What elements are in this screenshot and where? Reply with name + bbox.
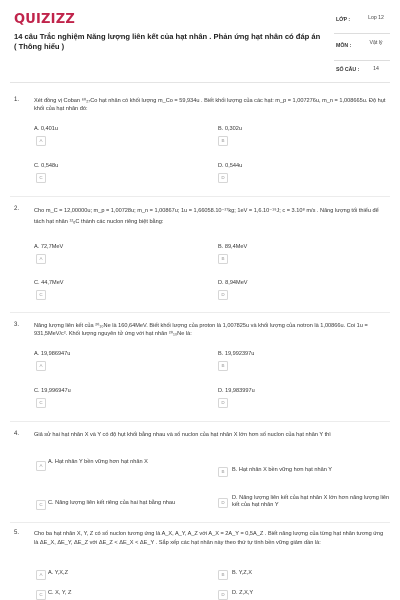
answer-box-d[interactable]: D [218,173,228,183]
question-3 [10,322,390,422]
question-text: Cho ba hạt nhân X, Y, Z có số nuclon tương ứng là A_X, A_Y, A_Z với A_X = 2A_Y = 0,5A_Z . Biết năng lượng của từng hạt nhân tương ứng là ΔE_X, ΔE_Y, ΔE_Z với ΔE_Z < ΔE_X < ΔE_Y . Sắp xếp các hạt nhân này theo thứ tự tính bền vững giảm dần là: [34,531,384,546]
meta-divider [334,33,390,34]
option-text: C. 44,7MeV [34,280,64,286]
option-d[interactable] [218,495,388,513]
question-number: 1. [14,97,20,103]
answer-box-a[interactable]: A [36,570,46,580]
subject-label: MÔN : [336,43,352,49]
option-c[interactable] [34,499,214,511]
option-c[interactable] [34,589,204,600]
count-label: SỐ CÂU : [336,67,360,73]
answer-box-a[interactable]: A [36,136,46,146]
option-text: C. X, Y, Z [48,590,72,596]
option-text: C. Năng lượng liên kết riêng của hai hạt bằng nhau [48,500,176,506]
option-text: D. Năng lượng liên kết của hạt nhân X lớn hơn năng lượng liên kết của hạt nhân Y [232,495,390,508]
meta-divider [334,60,390,61]
answer-box-c[interactable]: C [36,290,46,300]
subject-value: Vật lý [369,40,383,46]
option-text: B. Y,Z,X [232,570,253,576]
answer-box-b[interactable]: B [218,361,228,371]
option-text: A. 19,986947u [34,351,71,357]
question-divider [10,196,390,197]
question-number: 4. [14,431,20,437]
question-1 [10,97,390,197]
worksheet-header [0,0,400,82]
question-text: Cho m_C = 12,00000u; m_p = 1,00728u; m_n = 1,00867u; 1u = 1,66058.10⁻²⁷kg; 1eV = 1,6.10⁻¹⁹J; c = 3.10⁸ m/s . Năng lượng tối thiểu để tách hạt nhân ¹²₆C thành các nuclon riêng biệt bằng: [34,208,379,225]
question-text: Năng lượng liên kết của ²⁰₁₀Ne là 160,64MeV. Biết khối lượng của proton là 1,007825u và khối lượng của notron là 1,00866u. Coi 1u = 931,5MeV/c². Khối lượng nguyên tử ứng với hạt nhân ²⁰₁₀Ne là: [34,323,368,337]
option-d[interactable] [218,589,388,600]
option-text: A. 72,7MeV [34,244,64,250]
answer-box-a[interactable]: A [36,254,46,264]
worksheet-title: 14 câu Trắc nghiệm Năng lượng liên kết của hạt nhân . Phản ứng hạt nhân có đáp án ( Thông hiểu ) [14,32,321,51]
answer-box-b[interactable]: B [218,570,228,580]
option-text: A. Hạt nhân Y bền vững hơn hạt nhân X [48,459,148,465]
answer-box-b[interactable]: B [218,254,228,264]
answer-box-c[interactable]: C [36,173,46,183]
question-divider [10,421,390,422]
option-text: C. 19,996947u [34,388,71,394]
question-5 [10,530,390,600]
question-divider [10,312,390,313]
option-a[interactable] [34,569,204,581]
option-b[interactable] [218,569,388,581]
option-b[interactable] [218,466,388,478]
class-label: LỚP : [336,17,351,23]
answer-box-d[interactable]: D [218,290,228,300]
option-text: B. 0,302u [218,126,242,132]
header-divider [10,82,390,83]
option-text: D. 0,544u [218,163,243,169]
answer-box-c[interactable]: C [36,500,46,510]
option-text: B. 19,992397u [218,351,255,357]
answer-box-c[interactable]: C [36,398,46,408]
question-number: 5. [14,530,20,536]
class-value: Lop 12 [368,15,384,21]
question-4 [10,431,390,521]
question-number: 2. [14,206,20,212]
option-text: A. 0,401u [34,126,58,132]
question-text: Xét đồng vị Coban ⁶⁰₂₇Co hạt nhân có khối lượng m_Co = 59,934u . Biết khối lượng của các hạt: m_p = 1,007276u, m_n = 1,008665u. Độ hụt khối của hạt nhân đó: [34,98,386,112]
option-text: B. Hạt nhân X bền vững hơn hạt nhân Y [232,467,332,473]
answer-box-b[interactable]: B [218,136,228,146]
question-divider [10,522,390,523]
option-text: D. 8,94MeV [218,280,248,286]
count-value: 14 [373,66,379,72]
option-text: D. Z,X,Y [232,590,254,596]
question-number: 3. [14,322,20,328]
option-text: D. 19,983997u [218,388,255,394]
answer-box-a[interactable]: A [36,361,46,371]
answer-box-d[interactable]: D [218,398,228,408]
question-2 [10,206,390,312]
quizizz-logo: QUIZIZZ [14,12,75,27]
option-text: C. 0,548u [34,163,59,169]
answer-box-c[interactable]: C [36,590,46,600]
option-a[interactable] [34,460,204,472]
answer-box-a[interactable]: A [36,461,46,471]
answer-box-d[interactable]: D [218,498,228,508]
answer-box-d[interactable]: D [218,590,228,600]
question-text: Giả sử hai hạt nhân X và Y có độ hụt khối bằng nhau và số nuclon của hạt nhân X lớn hơn số nuclon của hạt nhân Y thì [34,432,331,438]
option-text: A. Y,X,Z [48,570,69,576]
answer-box-b[interactable]: B [218,467,228,477]
option-text: B. 89,4MeV [218,244,248,250]
